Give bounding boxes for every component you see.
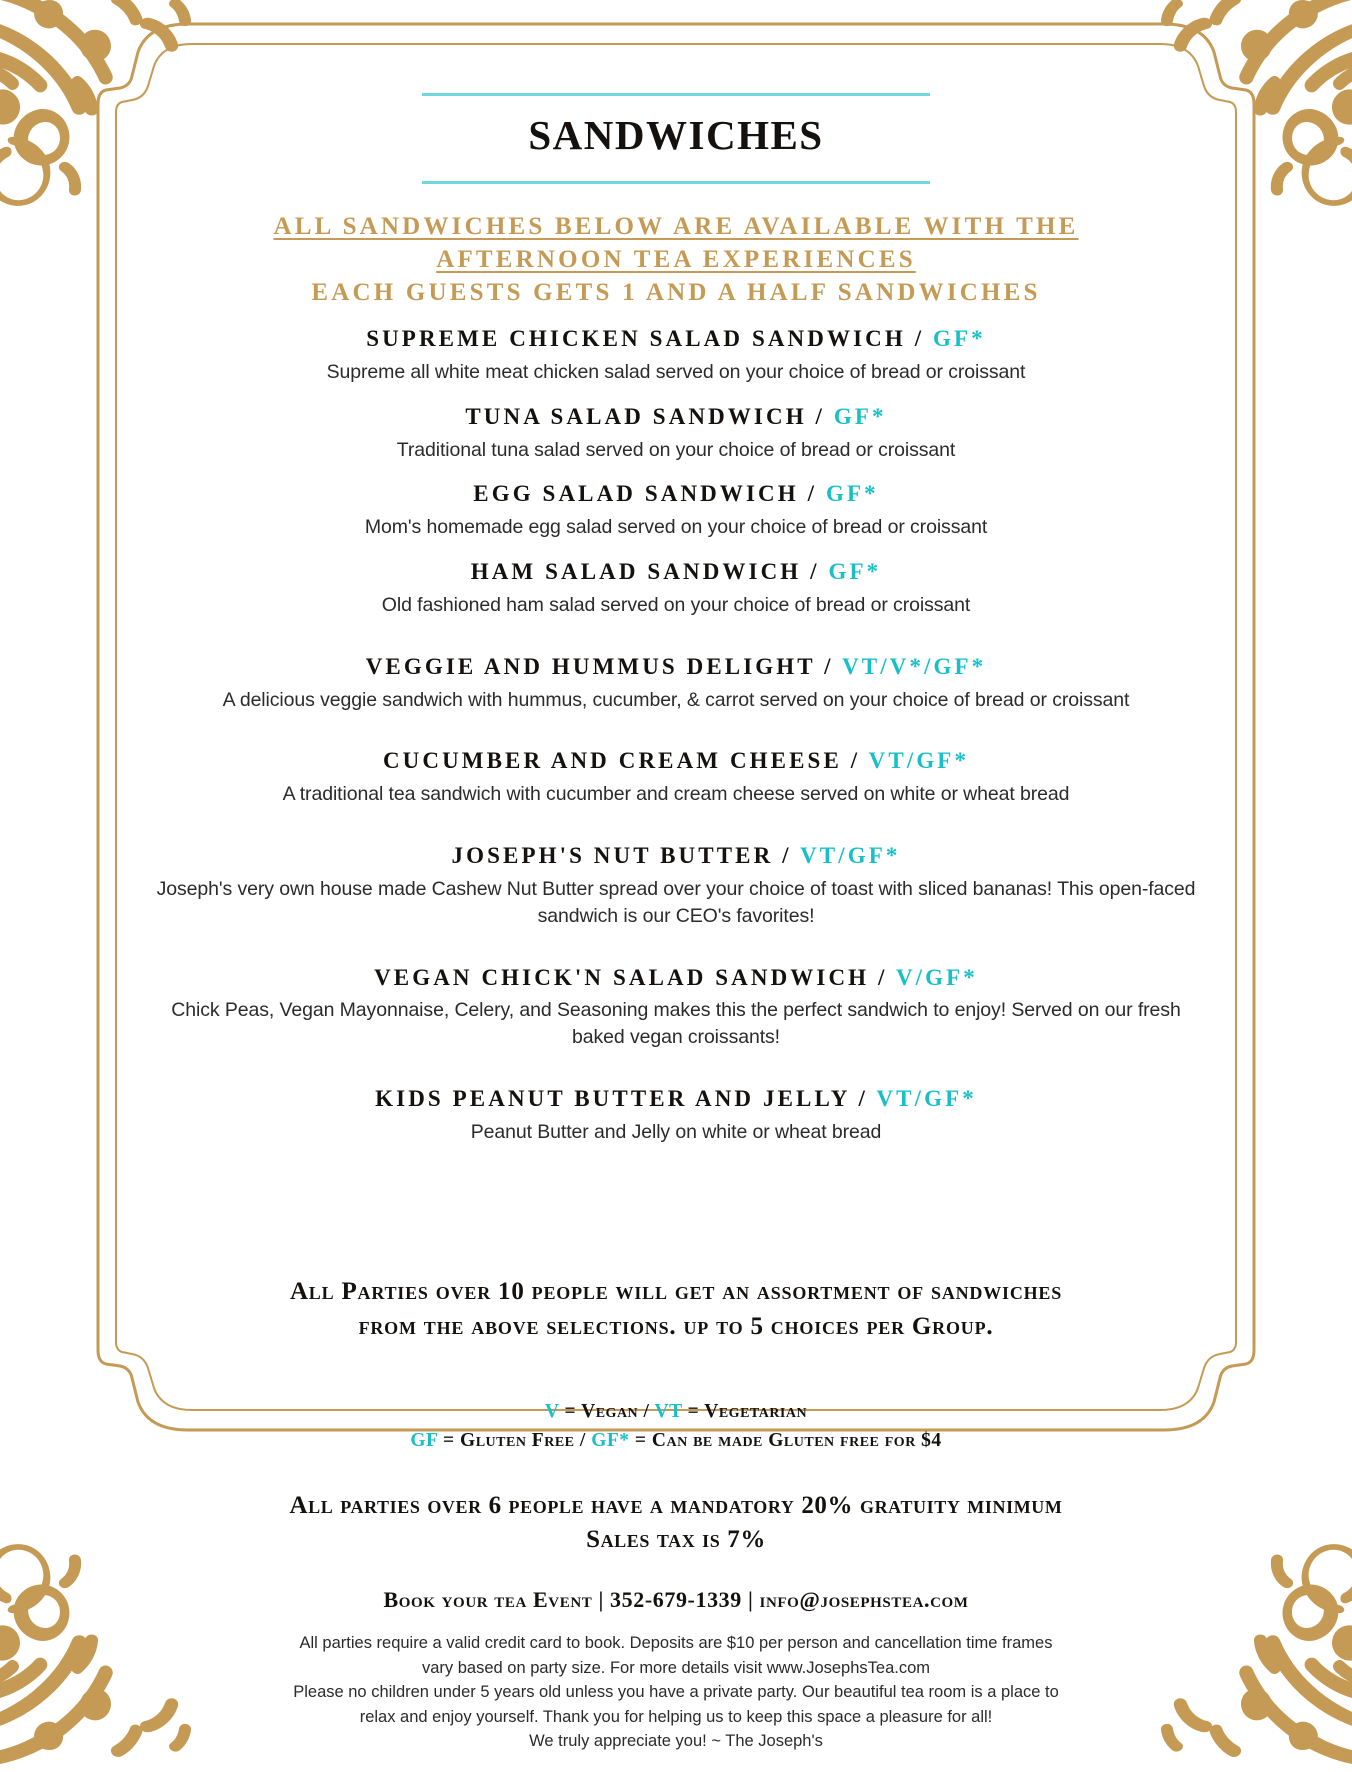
menu-item-diet-tags: GF* — [825, 481, 879, 507]
gratuity-note — [150, 1489, 1202, 1557]
menu-item — [150, 964, 1202, 1052]
fine-print — [150, 1631, 1202, 1753]
sandwich-list — [150, 325, 1202, 1146]
menu-item-description: Chick Peas, Vegan Mayonnaise, Celery, and Seasoning makes this the perfect sandwich to enjoy! Served on our fresh baked vegan croissants! — [171, 999, 1181, 1049]
menu-item-name: TUNA SALAD SANDWICH — [465, 403, 807, 429]
menu-item-diet-tags: V/GF* — [895, 964, 978, 990]
menu-item — [150, 403, 1202, 464]
menu-item-description: A delicious veggie sandwich with hummus, cucumber, & carrot served on your choice of bread or croissant — [222, 688, 1130, 711]
fine-print-line-3: Please no children under 5 years old unless you have a private party. Our beautiful tea room is a place to — [293, 1683, 1059, 1702]
fine-print-line-2: vary based on party size. For more details visit www.JosephsTea.com — [421, 1658, 931, 1677]
menu-item-name: EGG SALAD SANDWICH — [473, 481, 799, 507]
menu-item-title — [150, 1085, 1202, 1114]
menu-item — [150, 653, 1202, 714]
large-party-note-line-2: from the above selections. up to 5 choices per Group. — [358, 1313, 994, 1341]
menu-item-name: JOSEPH'S NUT BUTTER — [451, 843, 783, 869]
menu-item — [150, 842, 1202, 930]
menu-item-separator: / — [914, 326, 925, 352]
menu-intro-line-1: ALL SANDWICHES BELOW ARE AVAILABLE WITH THE — [273, 213, 1079, 241]
fine-print-line-5: We truly appreciate you! ~ The Joseph's — [529, 1731, 823, 1750]
legend-vegan-code: V — [544, 1400, 560, 1422]
menu-item-name: HAM SALAD SANDWICH — [470, 559, 802, 585]
menu-item-description: Peanut Butter and Jelly on white or wheat bread — [470, 1120, 882, 1143]
menu-item-diet-tags: GF* — [933, 326, 986, 352]
menu-item — [150, 480, 1202, 541]
menu-item-name: CUCUMBER AND CREAM CHEESE — [382, 748, 851, 774]
menu-item-title — [150, 558, 1202, 587]
legend-vegetarian-text: = Vegetarian — [687, 1400, 808, 1422]
menu-item-diet-tags: VT/GF* — [876, 1086, 977, 1112]
menu-footer — [150, 1274, 1202, 1754]
menu-item-separator: / — [850, 748, 861, 774]
menu-intro — [150, 210, 1202, 309]
title-divider-top — [422, 93, 930, 96]
fine-print-line-4: relax and enjoy yourself. Thank you for helping us to keep this space a pleasure for all! — [359, 1707, 993, 1726]
gratuity-note-line-1: All parties over 6 people have a mandatory 20% gratuity minimum — [289, 1492, 1063, 1520]
diet-legend-line-2 — [150, 1426, 1202, 1455]
menu-item-name: VEGAN CHICK'N SALAD SANDWICH — [374, 964, 870, 990]
menu-item-separator: / — [807, 481, 818, 507]
menu-item-title — [150, 325, 1202, 354]
gratuity-note-line-2: Sales tax is 7% — [586, 1526, 766, 1554]
menu-item — [150, 1085, 1202, 1146]
legend-glutenfree-code: GF — [410, 1430, 438, 1452]
title-divider-bottom — [422, 181, 930, 184]
menu-item-title — [150, 842, 1202, 871]
legend-glutenfree-text: = Gluten Free / — [443, 1430, 586, 1452]
menu-item — [150, 747, 1202, 808]
menu-item-separator: / — [782, 843, 792, 869]
diet-legend — [150, 1397, 1202, 1456]
legend-vegetarian-code: VT — [654, 1400, 683, 1422]
menu-item-name: VEGGIE AND HUMMUS DELIGHT — [365, 653, 825, 679]
menu-item-description: Traditional tuna salad served on your choice of bread or croissant — [396, 438, 956, 461]
menu-item-title — [150, 480, 1202, 509]
menu-item-separator: / — [810, 559, 820, 585]
menu-item-title — [150, 964, 1202, 993]
menu-item-diet-tags: VT/V*/GF* — [842, 653, 987, 679]
fine-print-line-1: All parties require a valid credit card to book. Deposits are $10 per person and cancellation time frames — [299, 1634, 1053, 1653]
menu-item-separator: / — [824, 653, 834, 679]
menu-item-description: A traditional tea sandwich with cucumber and cream cheese served on white or wheat bread — [282, 783, 1070, 806]
legend-glutenfree-star-code: GF* — [591, 1430, 630, 1452]
menu-item-separator: / — [815, 403, 826, 429]
menu-item-diet-tags: GF* — [828, 559, 882, 585]
menu-item-name: KIDS PEANUT BUTTER AND JELLY — [375, 1086, 859, 1112]
menu-item-description: Supreme all white meat chicken salad served on your choice of bread or croissant — [326, 360, 1026, 383]
legend-vegan-text: = Vegan / — [564, 1400, 650, 1422]
page-title: SANDWICHES — [528, 112, 824, 158]
menu-item-description: Mom's homemade egg salad served on your choice of bread or croissant — [364, 516, 988, 539]
menu-intro-line-3: EACH GUESTS GETS 1 AND A HALF SANDWICHES — [311, 279, 1041, 307]
menu-item-title — [150, 747, 1202, 776]
booking-contact[interactable]: Book your tea Event | 352-679-1339 | info@josephstea.com — [383, 1587, 969, 1613]
menu-item-separator: / — [878, 964, 888, 990]
menu-item — [150, 558, 1202, 619]
menu-item-description: Joseph's very own house made Cashew Nut Butter spread over your choice of toast with sliced bananas! This open-faced sandwich is our CEO's favorites! — [156, 877, 1196, 927]
menu-item-name: SUPREME CHICKEN SALAD SANDWICH — [366, 326, 906, 352]
menu-item-separator: / — [858, 1086, 869, 1112]
diet-legend-line-1 — [150, 1397, 1202, 1426]
large-party-note-line-1: All Parties over 10 people will get an assortment of sandwiches — [289, 1277, 1063, 1305]
menu-item-title — [150, 403, 1202, 432]
legend-glutenfree-star-text: = Can be made Gluten free for $4 — [634, 1430, 942, 1452]
menu-item — [150, 325, 1202, 386]
large-party-note — [150, 1274, 1202, 1345]
menu-item-title — [150, 653, 1202, 682]
menu-item-diet-tags: VT/GF* — [800, 843, 901, 869]
menu-intro-line-2: AFTERNOON TEA EXPERIENCES — [436, 246, 916, 274]
menu-item-description: Old fashioned ham salad served on your choice of bread or croissant — [381, 593, 971, 616]
menu-item-diet-tags: GF* — [833, 403, 887, 429]
menu-item-diet-tags: VT/GF* — [868, 748, 970, 774]
